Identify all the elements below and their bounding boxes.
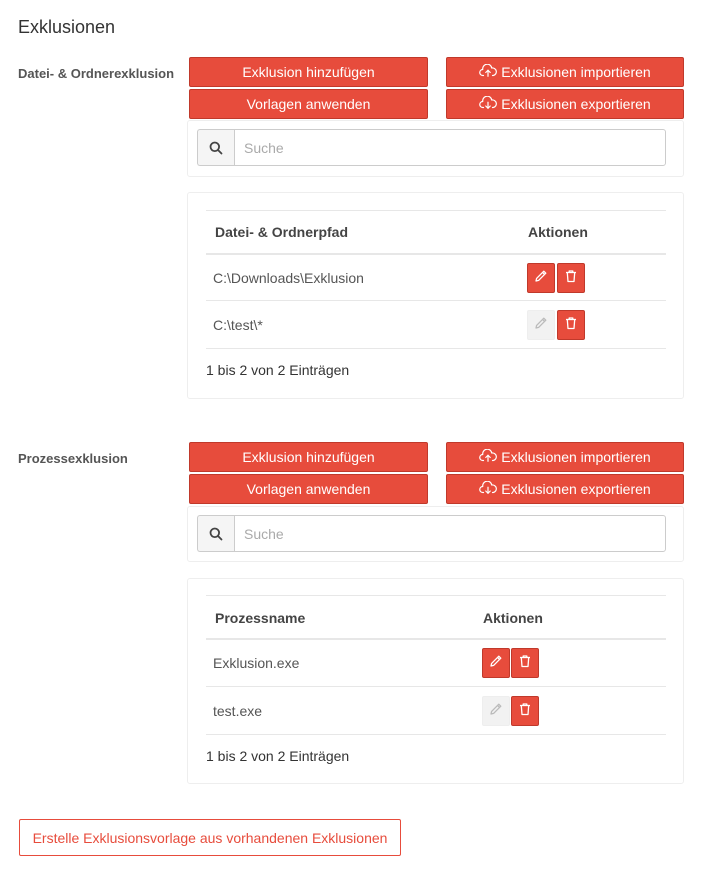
process-add-exclusion-button[interactable] <box>189 442 428 472</box>
divider <box>206 734 666 735</box>
file-search-input[interactable] <box>234 129 666 166</box>
process-add-exclusion-label: Exklusion hinzufügen <box>242 449 375 465</box>
create-template-label: Erstelle Exklusionsvorlage aus vorhandenen Exklusionen <box>32 829 388 846</box>
process-export-exclusions-label: Exklusionen exportieren <box>501 481 651 497</box>
divider <box>206 595 666 596</box>
process-import-exclusions-button[interactable] <box>446 442 684 472</box>
process-apply-templates-label: Vorlagen anwenden <box>246 481 371 497</box>
edit-button[interactable] <box>482 648 510 678</box>
page-title: Exklusionen <box>18 17 116 37</box>
column-header-path[interactable]: Datei- & Ordnerpfad <box>215 224 349 240</box>
process-search-input[interactable] <box>234 515 666 552</box>
table-info: 1 bis 2 von 2 Einträgen <box>206 748 350 764</box>
process-export-exclusions-button[interactable] <box>446 474 684 504</box>
table-row-path: C:\test\* <box>213 317 263 333</box>
column-header-actions: Aktionen <box>528 224 588 240</box>
cloud-download-icon <box>479 481 497 498</box>
file-apply-templates-label: Vorlagen anwenden <box>246 96 371 112</box>
trash-icon <box>564 269 578 288</box>
cloud-upload-icon <box>479 64 497 81</box>
edit-button <box>482 696 510 726</box>
delete-button[interactable] <box>557 263 585 293</box>
file-add-exclusion-label: Exklusion hinzufügen <box>242 64 375 80</box>
edit-button[interactable] <box>527 263 555 293</box>
file-exclusion-label: Datei- & Ordnerexklusion <box>18 66 175 81</box>
pencil-icon <box>534 269 548 288</box>
process-search-group <box>197 515 666 552</box>
delete-button[interactable] <box>557 310 585 340</box>
trash-icon <box>564 316 578 335</box>
pencil-icon <box>489 654 503 673</box>
delete-button[interactable] <box>511 648 539 678</box>
trash-icon <box>518 702 532 721</box>
divider <box>206 686 666 687</box>
file-search-group <box>197 129 666 166</box>
divider <box>206 210 666 211</box>
cloud-upload-icon <box>479 449 497 466</box>
table-info: 1 bis 2 von 2 Einträgen <box>206 362 350 378</box>
file-export-exclusions-label: Exklusionen exportieren <box>501 96 651 112</box>
process-import-exclusions-label: Exklusionen importieren <box>501 449 651 465</box>
file-apply-templates-button[interactable] <box>189 89 428 119</box>
file-export-exclusions-button[interactable] <box>446 89 684 119</box>
cloud-download-icon <box>479 96 497 113</box>
file-import-exclusions-label: Exklusionen importieren <box>501 64 651 80</box>
create-template-button[interactable] <box>19 819 401 856</box>
process-apply-templates-button[interactable] <box>189 474 428 504</box>
file-add-exclusion-button[interactable] <box>189 57 428 87</box>
table-row-path: C:\Downloads\Exklusion <box>213 270 364 286</box>
edit-button <box>527 310 555 340</box>
table-row-process: Exklusion.exe <box>213 655 300 671</box>
delete-button[interactable] <box>511 696 539 726</box>
column-header-process-name[interactable]: Prozessname <box>215 610 306 626</box>
search-icon <box>197 129 234 166</box>
table-row-process: test.exe <box>213 703 263 719</box>
divider <box>206 348 666 349</box>
pencil-icon <box>489 702 503 721</box>
pencil-icon <box>534 316 548 335</box>
search-icon <box>197 515 234 552</box>
file-import-exclusions-button[interactable] <box>446 57 684 87</box>
process-exclusion-label: Prozessexklusion <box>18 451 128 466</box>
divider <box>206 638 666 640</box>
divider <box>206 300 666 301</box>
column-header-actions: Aktionen <box>483 610 543 626</box>
trash-icon <box>518 654 532 673</box>
divider <box>206 253 666 255</box>
